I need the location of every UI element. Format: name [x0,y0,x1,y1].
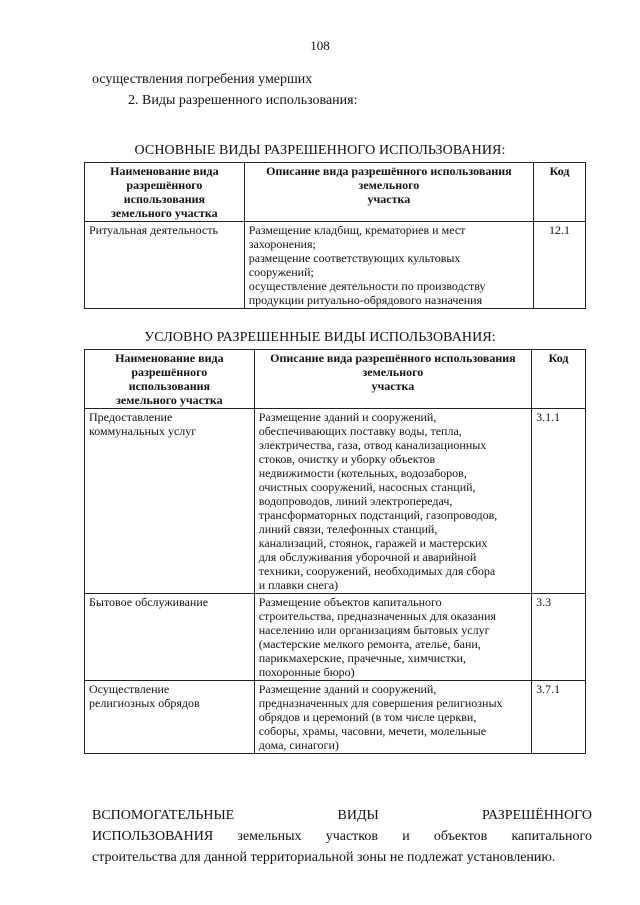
row-desc-line: для обслуживания уборочной и аварийной [258,550,477,564]
row-desc-line: строительства, предназначенных для оказания [258,609,497,623]
header-name-line: разрешённого [126,178,203,192]
row-code: 3.3 [532,594,586,681]
row-desc-line: обрядов и церемоний (в том числе церкви, [258,710,477,724]
row-desc-line: предназначенных для совершения религиозных [258,696,503,710]
row-desc-line: электричества, газа, отвод канализационных [258,438,487,452]
row-desc-line: трансформаторных подстанций, газопроводов, [258,508,498,522]
section-title-main: ОСНОВНЫЕ ВИДЫ РАЗРЕШЕННОГО ИСПОЛЬЗОВАНИЯ: [134,143,506,158]
header-description [254,350,531,409]
table-row [85,681,586,754]
footer-word: капитального [511,829,592,844]
section-title-conditional: УСЛОВНО РАЗРЕШЕННЫЕ ВИДЫ ИСПОЛЬЗОВАНИЯ: [144,330,496,345]
row-desc-line: Размещение зданий и сооружений, [258,682,437,696]
row-desc-line: Размещение объектов капитального [258,595,442,609]
row-desc-line: техники, сооружений, необходимых для сбора [258,564,496,578]
row-desc-line: соборы, храмы, часовни, мечети, молельные [258,724,487,738]
row-desc-line: захоронения; [248,237,316,251]
table-header-row [85,350,586,409]
footer-word: объектов [433,829,488,844]
header-name [85,350,255,409]
row-desc-line: и плавки снега) [258,578,339,592]
footer-line-1 [92,805,592,826]
row-description [254,681,531,754]
row-desc-line: очистных сооружений, насосных станций, [258,480,476,494]
header-desc-line: Описание вида разрешённого использования [270,351,516,365]
row-desc-line: населению или организациям бытовых услуг [258,623,490,637]
table-conditional-uses [84,349,586,754]
row-name-line: Предоставление [89,410,173,424]
intro-line-1: осуществления погребения умерших [92,72,313,87]
footer-line-3: строительства для данной территориальной зоны не подлежат установлению. [92,850,556,865]
header-desc-line: земельного [362,365,424,379]
header-desc-line: участка [371,379,415,393]
page-number: 108 [310,38,330,53]
footer-word: РАЗРЕШЁННОГО [482,808,592,823]
row-desc-line: Размещение зданий и сооружений, [258,410,437,424]
footer-word: земельных [237,829,302,844]
intro-line-2: 2. Виды разрешенного использования: [128,93,358,108]
row-name-line: Ритуальная деятельность [89,223,218,237]
table-row [85,594,586,681]
row-desc-line: парикмахерские, прачечные, химчистки, [258,651,466,665]
row-description [244,222,533,309]
row-desc-line: дома, синагоги) [258,738,339,752]
footer-word: ВИДЫ [337,808,379,823]
header-name [85,163,245,222]
row-code: 3.1.1 [532,409,586,594]
header-name-line: использования [123,192,206,206]
header-code: Код [532,350,586,409]
row-name-line: Осуществление [89,682,170,696]
row-name-line: религиозных обрядов [89,696,200,710]
header-name-line: использования [128,379,211,393]
header-name-line: Наименование вида [115,351,224,365]
footer-paragraph [92,805,592,868]
header-name-line: разрешённого [131,365,208,379]
row-desc-line: (мастерские мелкого ремонта, ателье, бани, [258,637,481,651]
row-desc-line: осуществление деятельности по производству [248,279,486,293]
row-desc-line: недвижимости (котельных, водозаборов, [258,466,467,480]
header-name-line: земельного участка [111,206,218,220]
row-desc-line: Размещение кладбищ, крематориев и мест [248,223,466,237]
header-description [244,163,533,222]
row-desc-line: стоков, очистку и уборку объектов [258,452,436,466]
row-desc-line: канализаций, стоянок, гаражей и мастерских [258,536,488,550]
row-name [85,681,255,754]
row-description [254,409,531,594]
row-code: 3.7.1 [532,681,586,754]
header-desc-line: участка [367,192,411,206]
footer-word: участков [325,829,378,844]
table-main-uses [84,162,586,309]
header-code: Код [534,163,586,222]
header-name-line: земельного участка [116,393,223,407]
table-row [85,222,586,309]
table-header-row [85,163,586,222]
header-desc-line: Описание вида разрешённого использования [266,164,512,178]
row-name-line: коммунальных услуг [89,424,197,438]
row-description [254,594,531,681]
row-desc-line: обеспечивающих поставку воды, тепла, [258,424,462,438]
footer-line-2 [92,826,592,847]
header-desc-line: земельного [358,178,420,192]
footer-word: ВСПОМОГАТЕЛЬНЫЕ [92,808,235,823]
row-name-line: Бытовое обслуживание [89,595,209,609]
header-name-line: Наименование вида [110,164,219,178]
row-desc-line: размещение соответствующих культовых [248,251,461,265]
row-desc-line: похоронные бюро) [258,665,355,679]
row-desc-line: продукции ритуально-обрядового назначения [248,293,483,307]
row-desc-line: сооружений; [248,265,314,279]
row-name [85,222,245,309]
row-desc-line: линий связи, телефонных станций, [258,522,438,536]
table-row [85,409,586,594]
row-desc-line: водопроводов, линий электропередач, [258,494,453,508]
footer-word: и [402,829,410,844]
footer-word: ИСПОЛЬЗОВАНИЯ [92,829,214,844]
row-name [85,409,255,594]
row-name [85,594,255,681]
row-code: 12.1 [534,222,586,309]
